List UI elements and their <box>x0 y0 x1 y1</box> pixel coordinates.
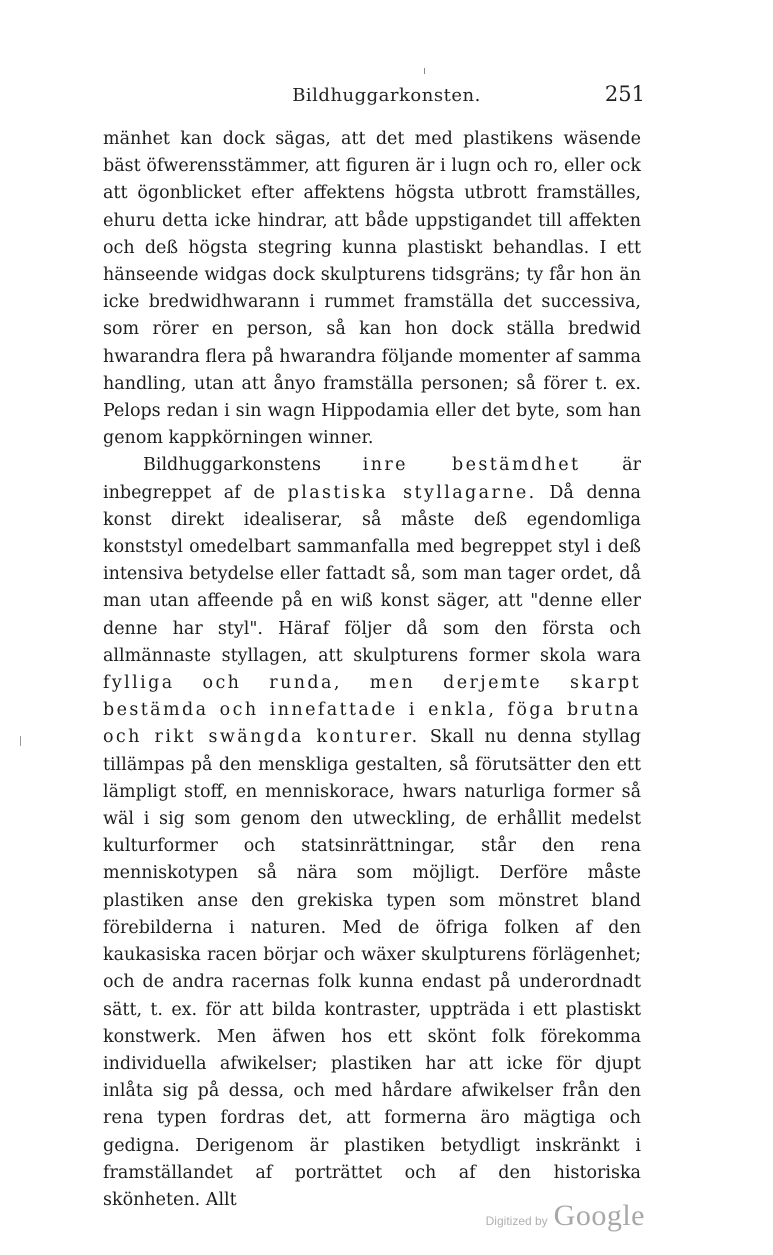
running-head-title: Bildhuggarkonsten. <box>292 85 481 106</box>
google-logo: Google <box>553 1199 645 1232</box>
page-number: 251 <box>604 82 645 106</box>
paragraph-2-part-2: Då denna konst direkt idealiserar, så måste deß egendomliga konststyl omedelbart sammanfalla med begreppet styl i deß intensiva betydelse eller fattadt så, som man tager ordet, då man utan affeende på en wiß konst säger, att "denne eller denne har styl". Häraf följer då som den första och allmännaste styllagen, att skulpturens former skola wara <box>103 482 641 666</box>
emphasis-fylliga-och-runda: fylliga och runda, men derjemte skarpt bestämda och innefattade i enkla, föga brutna och rikt swängda konturer. <box>103 673 641 748</box>
margin-mark <box>20 736 21 746</box>
emphasis-plastiska-styllagarne: plastiska styllagarne. <box>287 482 537 503</box>
digitized-by-label: Digitized by <box>485 1214 548 1228</box>
paragraph-1: mänhet kan dock sägas, att det med plastikens wäsende bäst öfwerensstämmer, att figuren är i lugn och ro, eller ock att ögonblicket efter affektens högsta utbrott framställes, ehuru detta icke hindrar, att både uppstigandet till affekten och deß högsta stegring kunna plastiskt behandlas. I ett hänseende widgas dock skulpturens tidsgräns; ty får hon än icke bredwidhwarann i rummet framställa det successiva, som rörer en person, så kan hon dock ställa bredwid hwarandra flera på hwarandra följande momenter af samma handling, utan att ånyo framställa personen; så förer t. ex. Pelops redan i sin wagn Hippodamia eller det byte, som han genom kappkörningen winner. <box>103 129 641 449</box>
paragraph-2-lead: Bildhuggarkonstens <box>143 455 322 476</box>
paragraph-2 <box>103 452 641 1214</box>
paragraph-2-part-3: Skall nu denna styllag tillämpas på den menskliga gestalten, så förutsätter den ett lämpligt stoff, en menniskorace, hwars naturliga former så wäl i sig som genom den utweckling, de erhållit medelst kulturformer och statsinrättningar, står den rena menniskotypen så nära som möjligt. Derföre måste plastiken anse den grekiska typen som mönstret bland förebilderna i naturen. Med de öfriga folken af den kaukasiska racen börjar och wäxer skulpturens förlägenhet; och de andra racernas folk kunna endast på underordnadt sätt, t. ex. för att bilda kontraster, uppträda i ett plastiskt konstwerk. Men äfwen hos ett skönt folk förekomma individuella afwikelser; plastiken har att icke för djupt inlåta sig på dessa, och med hårdare afwikelser från den rena typen fordras det, att formerna äro mägtiga och gedigna. Derigenom är plastiken betydligt inskränkt i framställandet af porträttet och af den historiska skönheten. Allt <box>103 727 641 1210</box>
body-text <box>103 126 641 1214</box>
print-tick-mark <box>424 68 425 74</box>
paragraph-2-part-1: är inbegreppet af de <box>103 455 641 503</box>
emphasis-inre-bestamdhet: inre bestämdhet <box>362 455 581 476</box>
digitized-by-google-watermark <box>486 1199 645 1233</box>
